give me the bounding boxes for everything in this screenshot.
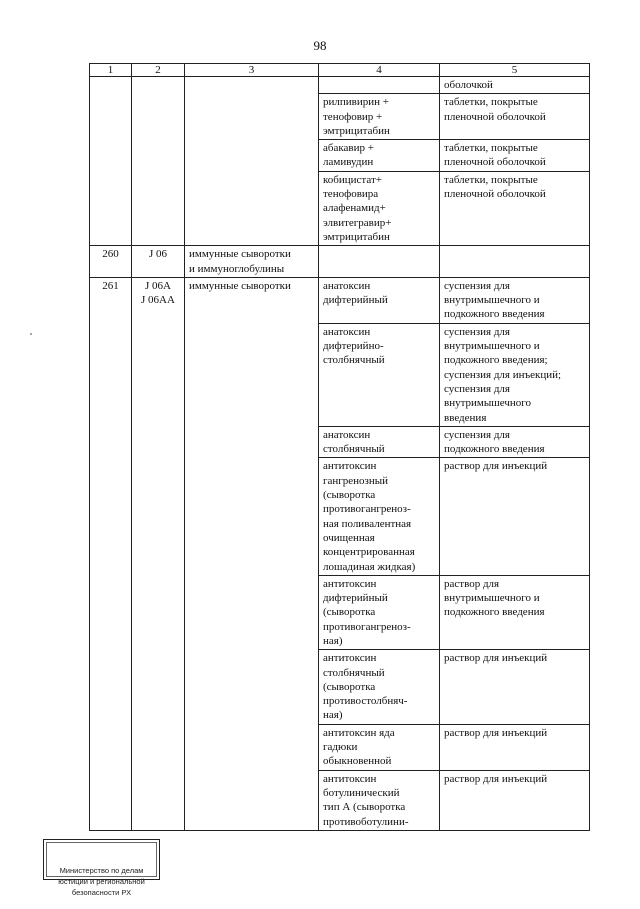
dosage-form-cell: таблетки, покрытые пленочной оболочкой [440, 171, 590, 245]
drug-name-cell: антитоксин яда гадюки обыкновенной [319, 724, 440, 770]
group-name-cell [185, 77, 319, 246]
header-col-1: 1 [90, 64, 132, 77]
dosage-form-cell: суспензия для подкожного введения [440, 426, 590, 458]
drug-name-cell: кобицистат+ тенофовира алафенамид+ элвитегравир+ эмтрицитабин [319, 171, 440, 245]
header-col-2: 2 [132, 64, 185, 77]
drug-name-cell [319, 77, 440, 94]
atc-code-cell: J 06A J 06AA [132, 277, 185, 830]
dosage-form-cell: суспензия для внутримышечного и подкожного введения; суспензия для инъекций; суспензия для внутримышечного введения [440, 323, 590, 426]
stamp-text: Министерство по делам юстиции и региональной безопасности РХ [58, 866, 145, 897]
drug-name-cell: антитоксин дифтерийный (сыворотка противогангреноз- ная) [319, 575, 440, 649]
header-row [90, 64, 590, 77]
drug-name-cell: анатоксин дифтерийно- столбнячный [319, 323, 440, 426]
header-col-5: 5 [440, 64, 590, 77]
header-col-3: 3 [185, 64, 319, 77]
drug-name-cell: антитоксин ботулинический тип А (сыворотка противоботулини- [319, 770, 440, 830]
dosage-form-cell: суспензия для внутримышечного и подкожного введения [440, 277, 590, 323]
group-name-cell: иммунные сыворотки и иммуноглобулины [185, 246, 319, 278]
atc-code-cell: J 06 [132, 246, 185, 278]
drug-name-cell [319, 246, 440, 278]
dosage-form-cell: таблетки, покрытые пленочной оболочкой [440, 94, 590, 140]
row-number-cell: 260 [90, 246, 132, 278]
drug-name-cell: антитоксин гангренозный (сыворотка противогангреноз- ная поливалентная очищенная концентрированная лошадиная жидкая) [319, 458, 440, 575]
row-number-cell [90, 77, 132, 246]
drug-name-cell: абакавир + ламивудин [319, 140, 440, 172]
drug-name-cell: рилпивирин + тенофовир + эмтрицитабин [319, 94, 440, 140]
dosage-form-cell: раствор для инъекций [440, 650, 590, 724]
row-number-cell: 261 [90, 277, 132, 830]
ministry-stamp [43, 839, 160, 897]
table-row [90, 277, 590, 323]
dosage-form-cell: оболочкой [440, 77, 590, 94]
group-name-cell: иммунные сыворотки [185, 277, 319, 830]
dosage-form-cell [440, 246, 590, 278]
drug-table-container [89, 63, 589, 831]
scan-speck [30, 333, 32, 335]
table-row [90, 246, 590, 278]
drug-table [89, 63, 590, 831]
dosage-form-cell: раствор для инъекций [440, 724, 590, 770]
dosage-form-cell: таблетки, покрытые пленочной оболочкой [440, 140, 590, 172]
page-number: 98 [313, 38, 327, 53]
header-col-4: 4 [319, 64, 440, 77]
dosage-form-cell: раствор для инъекций [440, 458, 590, 575]
drug-name-cell: анатоксин столбнячный [319, 426, 440, 458]
drug-name-cell: анатоксин дифтерийный [319, 277, 440, 323]
table-row [90, 77, 590, 94]
drug-name-cell: антитоксин столбнячный (сыворотка противостолбняч- ная) [319, 650, 440, 724]
dosage-form-cell: раствор для инъекций [440, 770, 590, 830]
dosage-form-cell: раствор для внутримышечного и подкожного введения [440, 575, 590, 649]
atc-code-cell [132, 77, 185, 246]
